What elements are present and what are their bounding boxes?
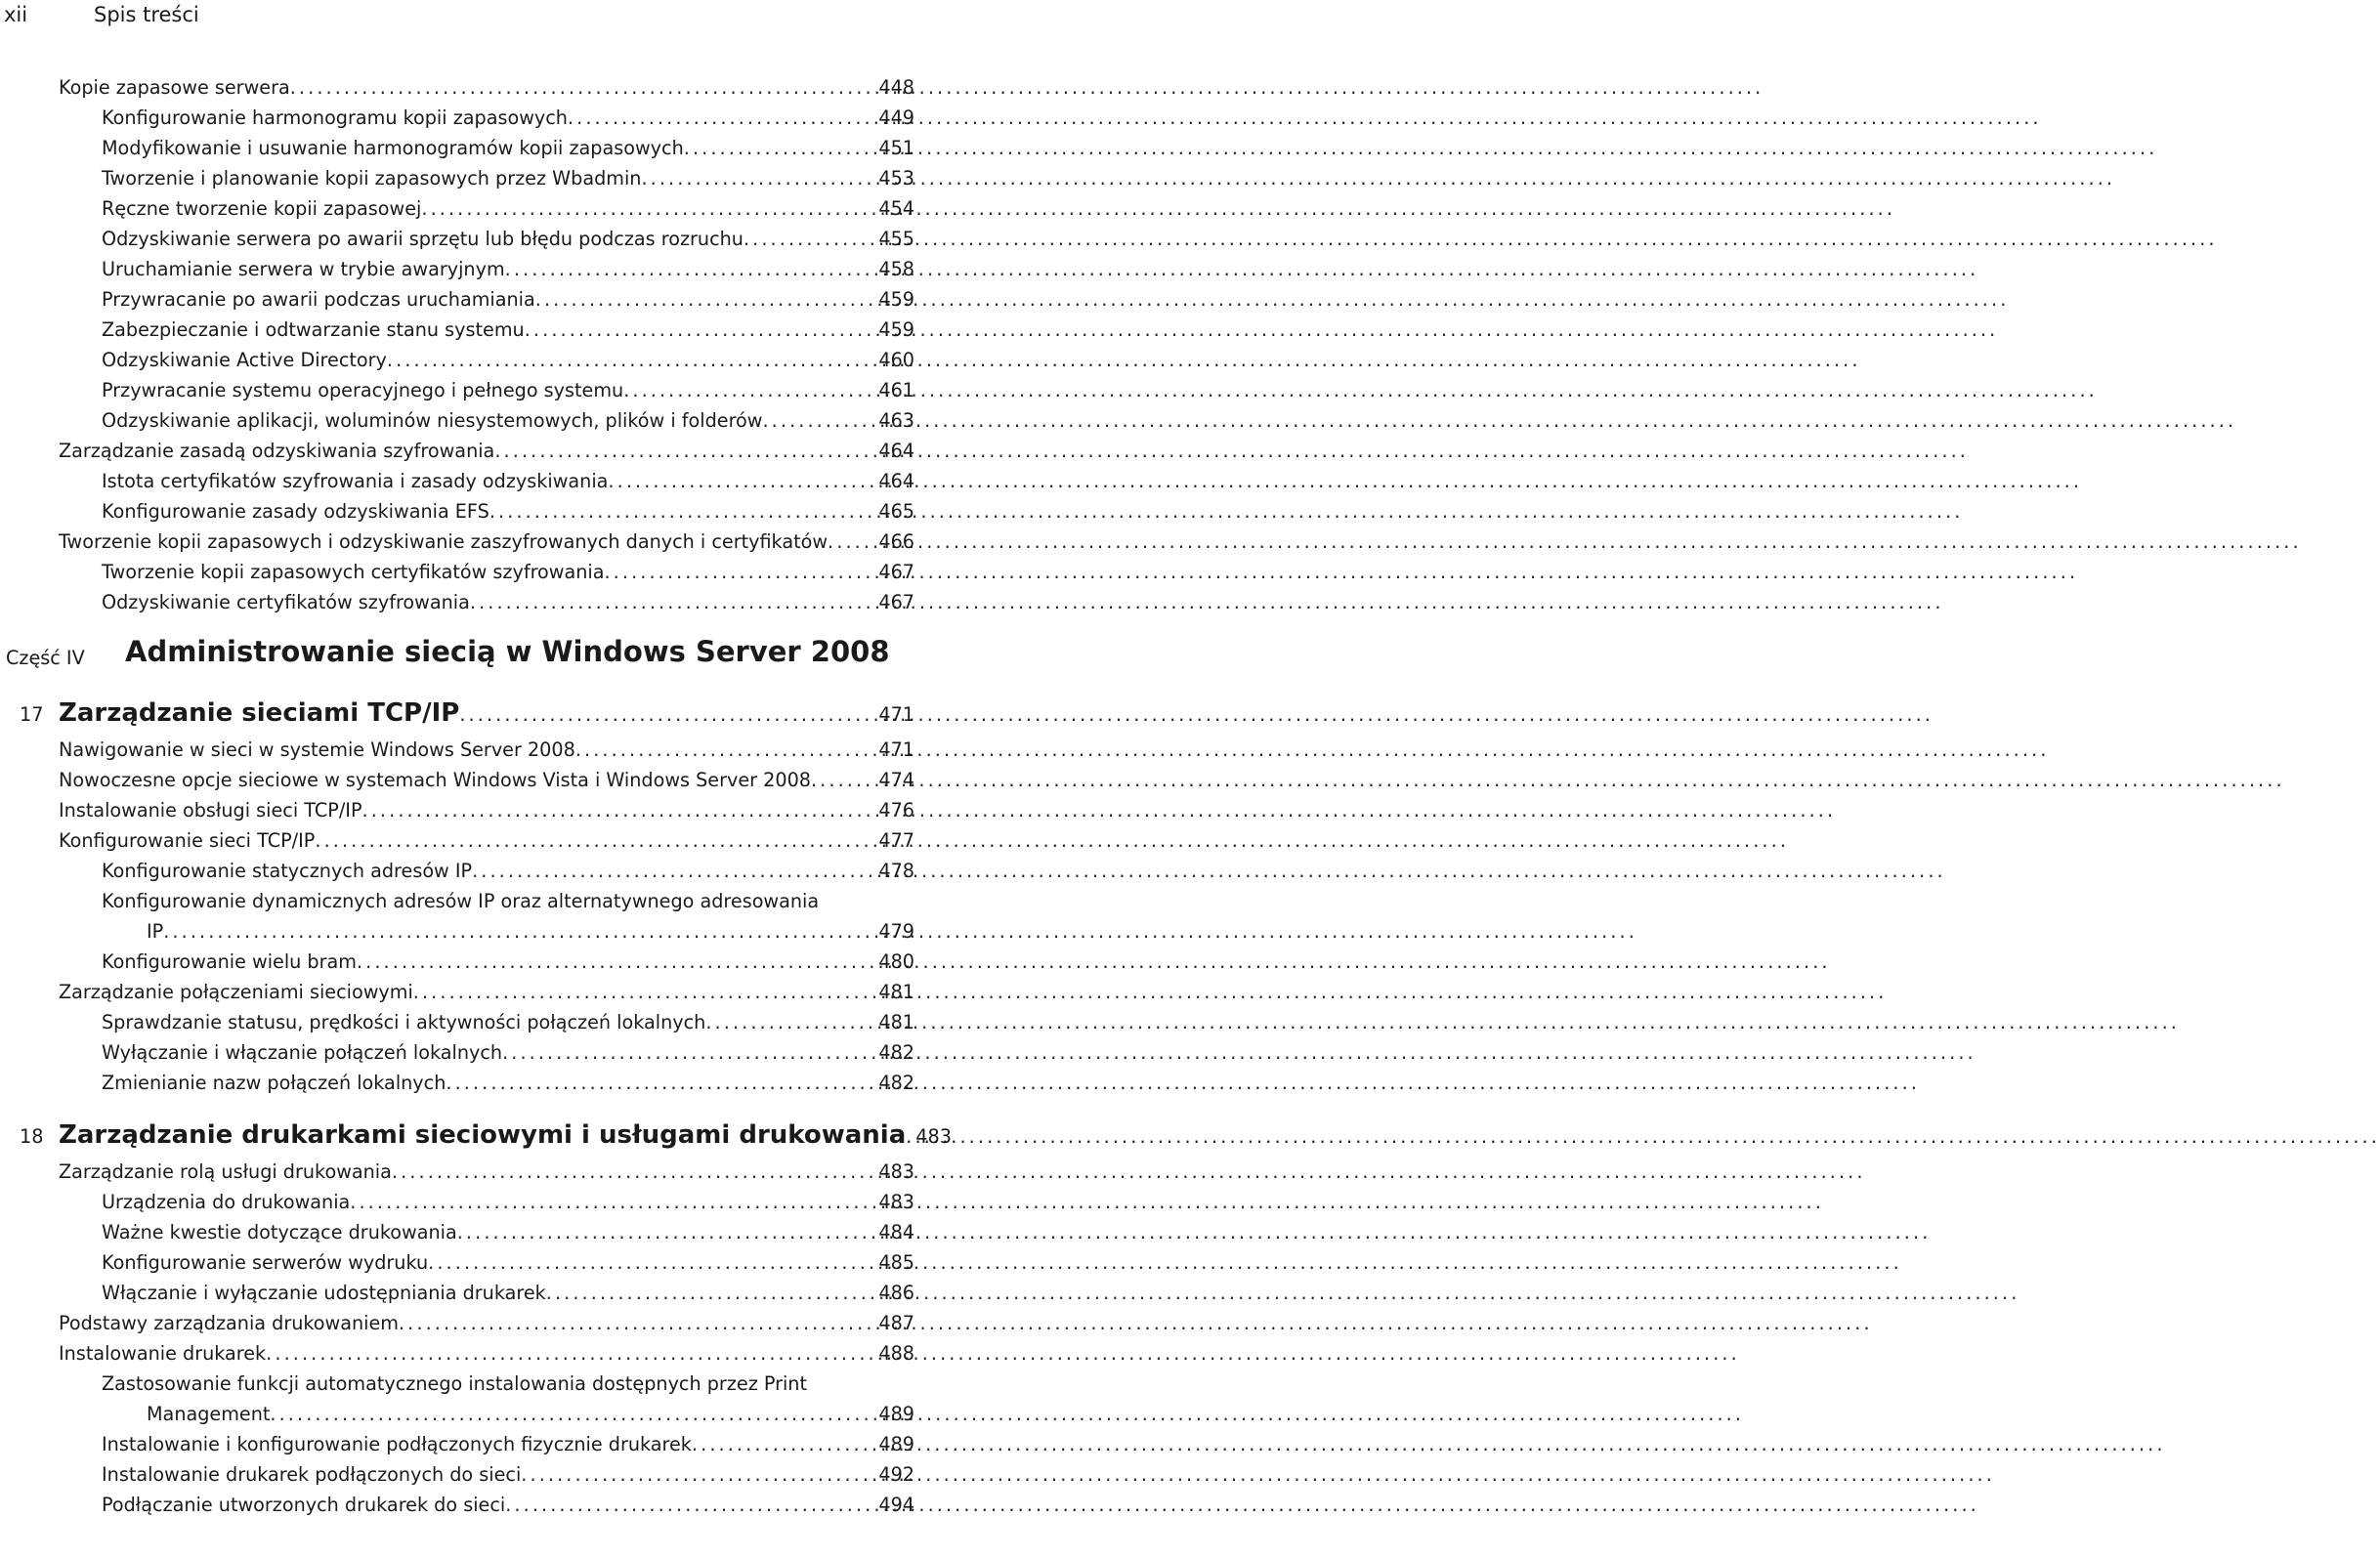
chapter-page: 483 [915,1125,952,1148]
toc-entry-page: 467 [878,591,914,613]
dot-leader [315,825,876,856]
dot-leader [446,1068,876,1098]
page-number: xii [4,3,28,26]
toc-entry-page: 482 [878,1041,914,1064]
dot-leader [163,916,876,947]
dot-leader [608,466,876,496]
toc-entry[interactable] [0,886,938,947]
toc-entry-title: Odzyskiwanie serwera po awarii sprzętu lub błędu podczas rozruchu [102,228,744,250]
toc-section-chapter-17 [0,735,938,1098]
part-heading [0,629,938,686]
toc-entry-title: Przywracanie po awarii podczas uruchamiania [102,288,535,311]
dot-leader [604,557,876,587]
toc-entry-title: Tworzenie i planowanie kopii zapasowych przez Wbadmin [102,167,642,190]
toc-entry-page: 454 [878,197,914,220]
dot-leader [705,1007,876,1037]
chapter-number: 18 [20,1125,44,1148]
toc-entry-page: 494 [878,1494,914,1516]
toc-entry-title: Ważne kwestie dotyczące drukowania [102,1221,457,1243]
toc-entry[interactable] [0,1429,938,1459]
dot-leader [459,695,876,735]
toc-entry-page: 455 [878,228,914,250]
dot-leader [392,1157,876,1187]
toc-entry-title-continued: IP [147,920,164,943]
toc-entry-title: Przywracanie systemu operacyjnego i pełnego systemu [102,379,624,401]
toc-entry[interactable] [0,856,938,886]
toc-entry[interactable] [0,193,938,224]
toc-entry-title: Konfigurowanie harmonogramu kopii zapasowych [102,106,568,129]
toc-entry-title: Ręczne tworzenie kopii zapasowej [102,197,422,220]
dot-leader [575,735,877,765]
toc-entry-page: 466 [878,530,914,553]
toc-entry-page: 451 [878,137,914,159]
toc-entry-page: 477 [878,829,914,852]
toc-entry-page: 458 [878,258,914,280]
toc-entry[interactable] [0,1007,938,1037]
toc-entry[interactable] [0,735,938,765]
dot-leader [906,1117,914,1157]
toc-entry-title: Konfigurowanie statycznych adresów IP [102,860,473,882]
toc-entry-page: 492 [878,1463,914,1486]
toc-entry-title: Zabezpieczanie i odtwarzanie stanu systemu [102,318,525,341]
dot-leader [494,436,876,466]
toc-entry-page: 471 [878,738,914,761]
chapter-number: 17 [20,703,44,726]
toc-entry[interactable] [0,1278,938,1308]
dot-leader [457,1217,877,1247]
dot-leader [421,193,876,224]
toc-entry-page: 487 [878,1312,914,1334]
toc-entry-page: 465 [878,500,914,523]
toc-entry[interactable] [0,466,938,496]
toc-entry[interactable] [0,977,938,1007]
toc-entry-page: 480 [878,950,914,973]
part-title: Administrowanie siecią w Windows Server 2008 [125,635,890,668]
toc-entry[interactable] [0,1490,938,1520]
toc-entry[interactable] [0,436,938,466]
toc-entry-title: Uruchamianie serwera w trybie awaryjnym [102,258,505,280]
toc-entry-page: 476 [878,799,914,822]
dot-leader [546,1278,877,1308]
toc-entry-title: Istota certyfikatów szyfrowania i zasady odzyskiwania [102,470,609,492]
toc-entry-page: 464 [878,440,914,462]
toc-entry-title: Instalowanie obsługi sieci TCP/IP [59,799,362,822]
toc-entry-title: Instalowanie drukarek [59,1342,267,1365]
toc-entry-title: Kopie zapasowe serwera [59,76,290,99]
toc-entry-page: 453 [878,167,914,190]
toc-entry-page: 481 [878,981,914,1003]
dot-leader [357,947,876,977]
page-header [0,0,938,29]
toc-entry[interactable] [0,133,938,163]
toc-section-chapter-18 [0,1157,938,1520]
toc-entry-title: Podstawy zarządzania drukowaniem [59,1312,399,1334]
toc-entry-title: Włączanie i wyłączanie udostępniania drukarek [102,1282,546,1304]
toc-entry[interactable] [0,375,938,405]
dot-leader [811,765,876,795]
dot-leader [399,1308,876,1338]
dot-leader [684,133,877,163]
toc-entry[interactable] [0,72,938,103]
toc-entry-page: 484 [878,1221,914,1243]
toc-entry-title: Zarządzanie zasadą odzyskiwania szyfrowania [59,440,495,462]
toc-entry[interactable] [0,527,938,557]
toc-entry[interactable] [0,496,938,527]
toc-entry-title: Odzyskiwanie aplikacji, woluminów niesystemowych, plików i folderów [102,409,763,432]
dot-leader [350,1187,876,1217]
toc-entry[interactable] [0,405,938,436]
toc-entry-page: 463 [878,409,914,432]
chapter-17-heading[interactable] [0,694,938,733]
toc-entry-page: 459 [878,318,914,341]
toc-entry[interactable] [0,765,938,795]
dot-leader [387,345,876,375]
toc-entry[interactable] [0,163,938,193]
toc-entry-title: Zastosowanie funkcji automatycznego instalowania dostępnych przez Print [102,1372,807,1395]
toc-entry[interactable] [0,254,938,284]
toc-entry[interactable] [0,1157,938,1187]
toc-entry-title: Instalowanie drukarek podłączonych do sieci [102,1463,522,1486]
toc-entry-page: 449 [878,106,914,129]
dot-leader [266,1338,876,1369]
dot-leader [828,527,876,557]
toc-entry-title: Wyłączanie i włączanie połączeń lokalnych [102,1041,503,1064]
toc-entry-title: Nawigowanie w sieci w systemie Windows Server 2008 [59,738,575,761]
toc-entry[interactable] [0,1369,938,1429]
toc-section-backup [0,72,938,617]
dot-leader [744,224,876,254]
dot-leader [692,1429,876,1459]
toc-entry-page: 481 [878,1011,914,1033]
toc-entry-page: 464 [878,470,914,492]
dot-leader [505,254,877,284]
toc-entry[interactable] [0,1187,938,1217]
toc-entry-page: 448 [878,76,914,99]
toc-entry-title: Zarządzanie rolą usługi drukowania [59,1160,392,1183]
dot-leader [641,163,876,193]
toc-entry-page: 460 [878,349,914,371]
toc-entry-page: 485 [878,1251,914,1274]
toc-entry[interactable] [0,315,938,345]
toc-entry-page: 488 [878,1342,914,1365]
chapter-title: Zarządzanie drukarkami sieciowymi i usługami drukowania [59,1120,907,1150]
toc-entry[interactable] [0,825,938,856]
toc-entry-title-continued: Management [147,1403,271,1425]
toc-entry-title: Konfigurowanie dynamicznych adresów IP oraz alternatywnego adresowania [102,890,820,912]
dot-leader [489,496,877,527]
chapter-title: Zarządzanie sieciami TCP/IP [59,698,460,728]
toc-entry-page: 483 [878,1160,914,1183]
dot-leader [505,1490,876,1520]
toc-entry-title: Konfigurowanie wielu bram [102,950,357,973]
toc-entry-page: 482 [878,1072,914,1094]
toc-entry-title: Odzyskiwanie certyfikatów szyfrowania [102,591,470,613]
running-title: Spis treści [94,3,199,26]
toc-entry[interactable] [0,224,938,254]
toc-entry-page: 489 [878,1403,914,1425]
toc-entry[interactable] [0,947,938,977]
toc-entry-title: Tworzenie kopii zapasowych i odzyskiwanie zaszyfrowanych danych i certyfikatów [59,530,829,553]
toc-entry-title: Instalowanie i konfigurowanie podłączonych fizycznie drukarek [102,1433,692,1455]
dot-leader [568,103,876,133]
toc-entry-title: Odzyskiwanie Active Directory [102,349,387,371]
toc-entry[interactable] [0,345,938,375]
dot-leader [535,284,877,315]
toc-entry[interactable] [0,795,938,825]
dot-leader [428,1247,876,1278]
toc-entry[interactable] [0,557,938,587]
toc-entry-title: Konfigurowanie serwerów wydruku [102,1251,429,1274]
dot-leader [413,977,877,1007]
toc-entry[interactable] [0,587,938,617]
toc-entry[interactable] [0,103,938,133]
toc-entry[interactable] [0,1308,938,1338]
dot-leader [525,315,877,345]
toc-entry-title: Konfigurowanie zasady odzyskiwania EFS [102,500,489,523]
toc-entry-page: 474 [878,769,914,791]
toc-entry-page: 467 [878,561,914,583]
toc-entry-title: Podłączanie utworzonych drukarek do sieci [102,1494,506,1516]
toc-entry-page: 483 [878,1191,914,1213]
toc-entry[interactable] [0,1247,938,1278]
toc-entry[interactable] [0,1338,938,1369]
dot-leader [362,795,877,825]
chapter-18-heading[interactable] [0,1116,952,1155]
toc-entry-page: 461 [878,379,914,401]
toc-entry[interactable] [0,284,938,315]
toc-entry[interactable] [0,1459,938,1490]
dot-leader [502,1037,876,1068]
toc-entry-page: 459 [878,288,914,311]
chapter-page: 471 [878,703,914,726]
toc-entry-title: Tworzenie kopii zapasowych certyfikatów szyfrowania [102,561,605,583]
toc-entry-page: 489 [878,1433,914,1455]
toc-entry-title: Konfigurowanie sieci TCP/IP [59,829,316,852]
dot-leader [472,856,876,886]
toc-entry-page: 486 [878,1282,914,1304]
toc-entry-title: Zmienianie nazw połączeń lokalnych [102,1072,446,1094]
toc-entry-page: 479 [878,920,914,943]
part-label: Część IV [6,647,85,669]
toc-entry-title: Modyfikowanie i usuwanie harmonogramów kopii zapasowych [102,137,684,159]
dot-leader [762,405,876,436]
toc-entry-page: 478 [878,860,914,882]
dot-leader [470,587,877,617]
dot-leader [270,1399,876,1429]
toc-entry-title: Nowoczesne opcje sieciowe w systemach Windows Vista i Windows Server 2008 [59,769,811,791]
toc-entry-title: Zarządzanie połączeniami sieciowymi [59,981,413,1003]
dot-leader [290,72,877,103]
toc-entry[interactable] [0,1217,938,1247]
toc-entry-title: Sprawdzanie statusu, prędkości i aktywności połączeń lokalnych [102,1011,706,1033]
toc-entry[interactable] [0,1068,938,1098]
toc-entry-title: Urządzenia do drukowania [102,1191,351,1213]
dot-leader [623,375,876,405]
dot-leader [521,1459,876,1490]
toc-entry[interactable] [0,1037,938,1068]
table-of-contents [0,72,952,1520]
